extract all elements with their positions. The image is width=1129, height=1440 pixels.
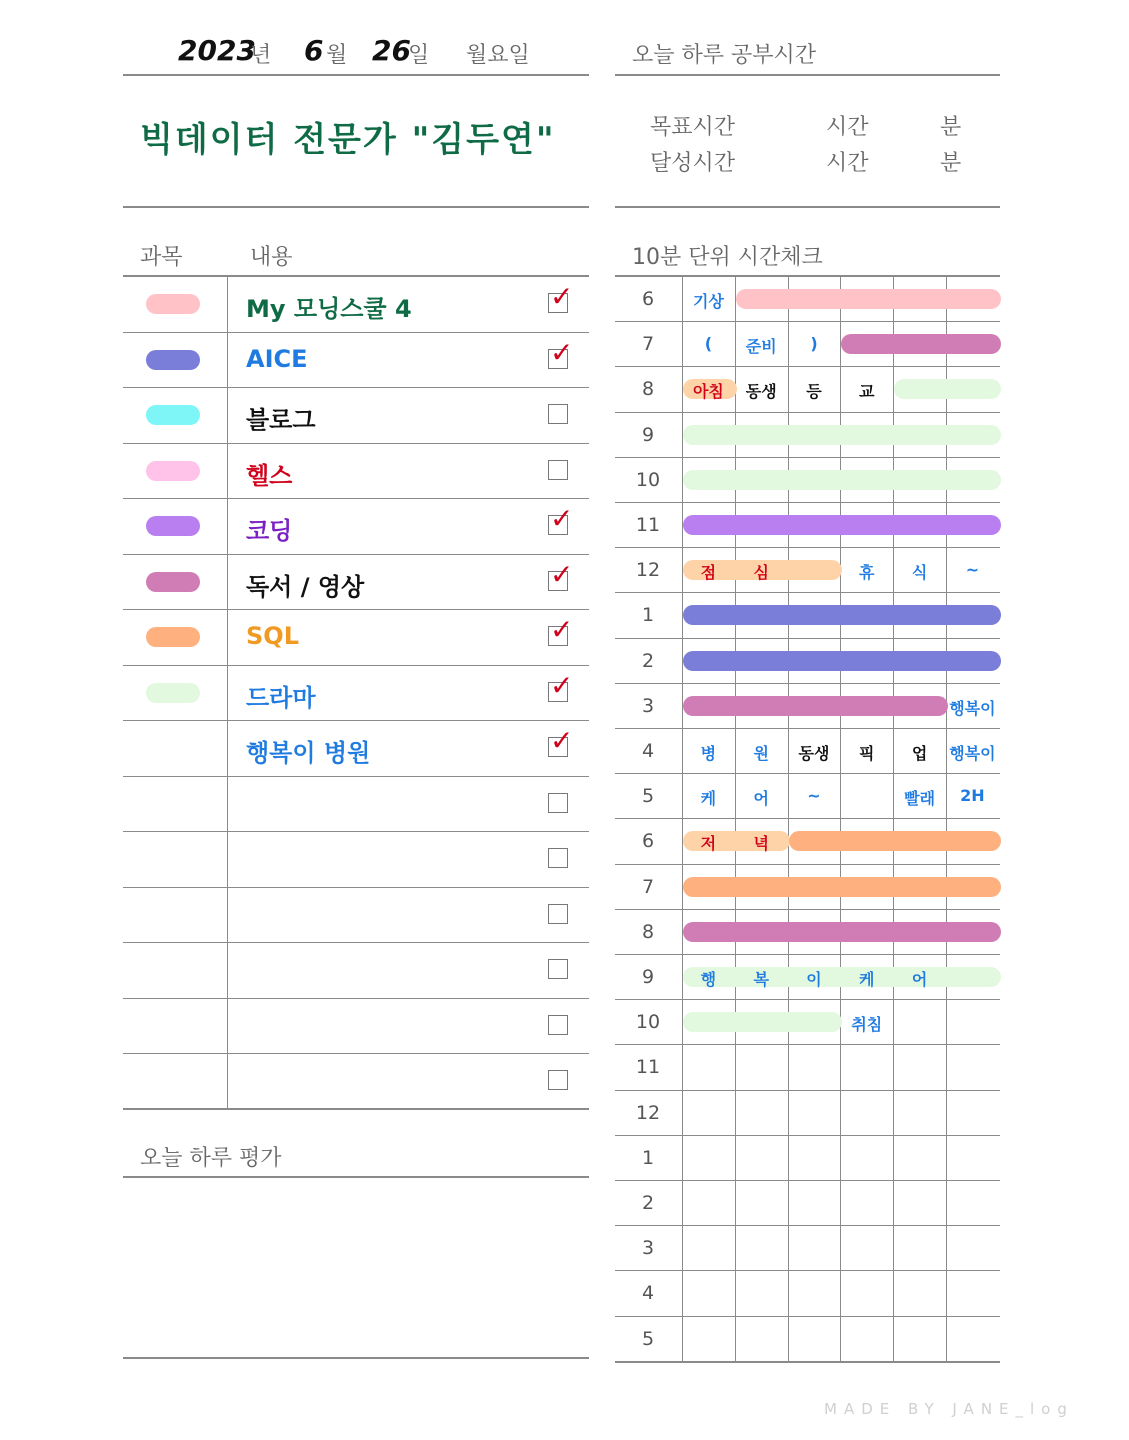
timeline-note: 어 (911, 970, 928, 989)
hour-label: 12 (635, 1101, 661, 1124)
time-slot[interactable] (735, 1271, 788, 1316)
date-day-suffix: 일 (408, 43, 430, 68)
time-slot[interactable] (735, 1317, 788, 1362)
subject-label: 독서 / 영상 (246, 572, 365, 601)
time-slot[interactable] (946, 1000, 999, 1045)
timeline-bar (683, 651, 1001, 671)
time-slot[interactable] (946, 1317, 999, 1362)
timeline-note: 교 (859, 382, 875, 402)
date-year: 2023 (178, 34, 256, 67)
subject-checkbox[interactable] (548, 848, 568, 868)
header-divider-right (615, 74, 1000, 76)
timeline-note: 기상 (692, 292, 724, 311)
hour-label: 6 (641, 830, 655, 853)
subject-row (123, 832, 589, 888)
subject-column-header: 과목 (140, 245, 183, 270)
time-slot[interactable] (840, 1181, 893, 1226)
hour-label: 4 (641, 740, 655, 762)
timeline-note: 식 (911, 563, 928, 583)
time-slot[interactable] (682, 1317, 735, 1362)
timeline-bar (683, 922, 1001, 942)
subject-checkbox[interactable] (548, 793, 568, 813)
timeline-note: ~ (807, 786, 821, 806)
time-slot[interactable] (682, 1045, 735, 1090)
target-time-label: 목표시간 (650, 115, 736, 140)
timeline-note: 휴 (859, 563, 875, 583)
timeline-note: 업 (911, 744, 928, 763)
page-title: 빅데이터 전문가 "김두연" (140, 120, 556, 160)
hour-label: 2 (641, 1192, 655, 1214)
study-time-header: 오늘 하루 공부시간 (632, 43, 817, 68)
time-slot[interactable] (735, 1181, 788, 1226)
timeline-bottom (615, 1361, 1000, 1363)
time-slot[interactable] (946, 1271, 999, 1316)
check-icon: ✓ (550, 502, 574, 535)
timeline-note: 등 (806, 382, 822, 402)
time-slot[interactable] (893, 1271, 946, 1316)
time-slot[interactable] (682, 1271, 735, 1316)
subject-row (123, 999, 589, 1055)
timeline-bar (683, 425, 1001, 445)
subject-label: 헬스 (246, 461, 293, 490)
date-day: 26 (372, 34, 411, 67)
time-slot[interactable] (840, 1226, 893, 1271)
time-slot[interactable] (682, 1226, 735, 1271)
timeline-bar (736, 289, 1001, 309)
time-slot[interactable] (788, 1045, 841, 1090)
timeline-note: 원 (753, 744, 769, 763)
hour-label: 4 (641, 1282, 655, 1305)
timeline-note: 심 (753, 563, 769, 583)
timeline-bar (683, 1012, 842, 1032)
timeline-note: 이 (806, 970, 822, 989)
hour-label: 5 (641, 1327, 655, 1350)
subject-checkbox[interactable] (548, 404, 568, 424)
subject-color-swatch (146, 350, 200, 370)
hour-label: 1 (641, 1146, 655, 1169)
date-weekday: 월요일 (466, 43, 530, 68)
hour-label: 2 (641, 649, 655, 672)
achieved-hour-label: 시간 (826, 151, 869, 176)
content-column-header: 내용 (250, 245, 293, 270)
hour-label: 5 (641, 785, 655, 808)
timeline-note: ( (704, 334, 713, 354)
timeline-note: 어 (753, 789, 769, 809)
time-slot[interactable] (946, 1136, 999, 1181)
subject-table-bottom (123, 1108, 589, 1110)
hour-label: 8 (641, 378, 655, 401)
timeline-note: 녁 (753, 834, 769, 854)
achieved-minute-label: 분 (940, 151, 962, 176)
time-slot[interactable] (893, 1000, 946, 1045)
subject-checkbox[interactable] (548, 1015, 568, 1035)
subject-label: SQL (246, 622, 299, 650)
time-slot[interactable] (788, 1271, 841, 1316)
subject-color-swatch (146, 405, 200, 425)
subject-color-swatch (146, 627, 200, 647)
timeline-note: ~ (965, 560, 980, 580)
timeline-note: 행복이 (949, 744, 996, 763)
check-icon: ✓ (550, 280, 574, 313)
time-slot[interactable] (735, 1226, 788, 1271)
time-slot[interactable] (893, 1136, 946, 1181)
subject-label: 블로그 (246, 406, 316, 434)
check-icon: ✓ (550, 557, 574, 591)
date-header (178, 32, 598, 72)
timeline-note: 점 (700, 563, 717, 583)
target-minute-label: 분 (940, 115, 962, 140)
subject-color-swatch (146, 683, 200, 703)
subject-column-divider (227, 276, 228, 1109)
time-slot[interactable] (946, 1226, 999, 1271)
date-month-suffix: 월 (326, 43, 348, 68)
time-slot[interactable] (946, 1045, 999, 1090)
hour-label: 3 (641, 1237, 655, 1260)
hour-label: 9 (641, 966, 655, 988)
hour-label: 7 (641, 333, 655, 356)
timeline-note: 행복이 (949, 698, 996, 718)
hour-label: 12 (635, 559, 661, 582)
subject-row (123, 777, 589, 833)
timecheck-header: 10분 단위 시간체크 (632, 245, 823, 270)
subject-checkbox[interactable] (548, 460, 568, 480)
check-icon: ✓ (550, 335, 574, 369)
time-slot[interactable] (840, 1045, 893, 1090)
time-slot[interactable] (735, 1091, 788, 1136)
time-slot[interactable] (840, 774, 893, 819)
timeline-note: 저 (700, 834, 717, 854)
date-month: 6 (304, 34, 324, 67)
time-slot[interactable] (788, 1317, 841, 1362)
timeline-bar (683, 696, 948, 716)
credit-text: MADE BY JANE_log (824, 1400, 1074, 1418)
check-icon: ✓ (550, 724, 574, 757)
hour-label: 10 (635, 1011, 661, 1034)
timeline-bar (683, 470, 1001, 490)
timeline-note: 병 (700, 744, 717, 763)
timeline-note: 아침 (692, 382, 724, 402)
time-slot[interactable] (893, 1091, 946, 1136)
subject-checkbox[interactable] (548, 959, 568, 979)
subject-label: My 모닝스쿨 4 (246, 295, 412, 323)
time-slot[interactable] (893, 1226, 946, 1271)
title-divider (123, 206, 589, 208)
time-slot[interactable] (682, 1181, 735, 1226)
subject-checkbox[interactable] (548, 904, 568, 924)
goal-time-block (650, 108, 980, 188)
hour-label: 11 (635, 1056, 661, 1079)
hour-label: 10 (635, 468, 661, 491)
timeline-note: 케 (859, 970, 875, 989)
timeline-bar (789, 831, 1001, 851)
time-slot[interactable] (840, 1271, 893, 1316)
timeline-bar (683, 605, 1001, 625)
timeline-note: 취침 (851, 1015, 883, 1035)
time-slot[interactable] (788, 1136, 841, 1181)
time-slot[interactable] (893, 1317, 946, 1362)
time-slot[interactable] (840, 1091, 893, 1136)
evaluation-area[interactable] (123, 1178, 589, 1356)
goal-divider (615, 206, 1000, 208)
timeline-bar (683, 515, 1001, 535)
timeline-note: ) (810, 334, 818, 354)
timeline-note: 동생 (745, 382, 777, 402)
hour-label: 11 (635, 514, 661, 536)
timeline-bar (683, 877, 1001, 897)
timeline-note: 복 (753, 970, 769, 989)
hour-label: 9 (641, 423, 655, 446)
timeline-note: 빨래 (904, 789, 936, 809)
subject-label: AICE (246, 344, 308, 373)
timeline-note: 동생 (798, 744, 830, 763)
timeline-note: 픽 (859, 744, 875, 763)
timeline-note: 케 (700, 789, 717, 809)
header-divider-left (123, 74, 589, 76)
time-slot[interactable] (735, 1136, 788, 1181)
hour-label: 8 (641, 920, 655, 943)
subject-label: 코딩 (246, 517, 293, 545)
subject-label: 행복이 병원 (246, 739, 371, 767)
check-icon: ✓ (550, 668, 574, 702)
time-slot[interactable] (893, 1045, 946, 1090)
hour-label: 7 (641, 875, 655, 898)
subject-color-swatch (146, 516, 200, 536)
date-year-suffix: 년 (250, 43, 272, 68)
timeline-note: 행 (700, 970, 717, 989)
check-icon: ✓ (550, 613, 574, 646)
time-slot[interactable] (788, 1091, 841, 1136)
time-slot[interactable] (788, 1226, 841, 1271)
time-slot[interactable] (682, 1136, 735, 1181)
subject-color-swatch (146, 572, 200, 592)
time-slot[interactable] (788, 1181, 841, 1226)
timeline-note: 준비 (745, 337, 777, 357)
timeline-bar (841, 334, 1000, 354)
time-slot[interactable] (893, 1181, 946, 1226)
target-hour-label: 시간 (826, 115, 869, 140)
subject-row (123, 943, 589, 999)
timeline-bar (894, 379, 1001, 399)
time-slot[interactable] (682, 1091, 735, 1136)
subject-row (123, 888, 589, 944)
timeline-note: 2H (960, 786, 985, 806)
time-slot[interactable] (946, 1091, 999, 1136)
time-slot[interactable] (735, 1045, 788, 1090)
evaluation-bottom (123, 1357, 589, 1359)
hour-label: 1 (641, 604, 655, 627)
subject-label: 드라마 (246, 683, 316, 712)
subject-color-swatch (146, 294, 200, 314)
achieved-time-label: 달성시간 (650, 151, 736, 176)
subject-row (123, 1054, 589, 1110)
evaluation-label: 오늘 하루 평가 (140, 1146, 282, 1171)
hour-label: 6 (641, 288, 655, 310)
time-slot[interactable] (840, 1317, 893, 1362)
subject-color-swatch (146, 461, 200, 481)
time-slot[interactable] (946, 1181, 999, 1226)
subject-checkbox[interactable] (548, 1070, 568, 1090)
time-slot[interactable] (840, 1136, 893, 1181)
hour-label: 3 (641, 694, 655, 717)
